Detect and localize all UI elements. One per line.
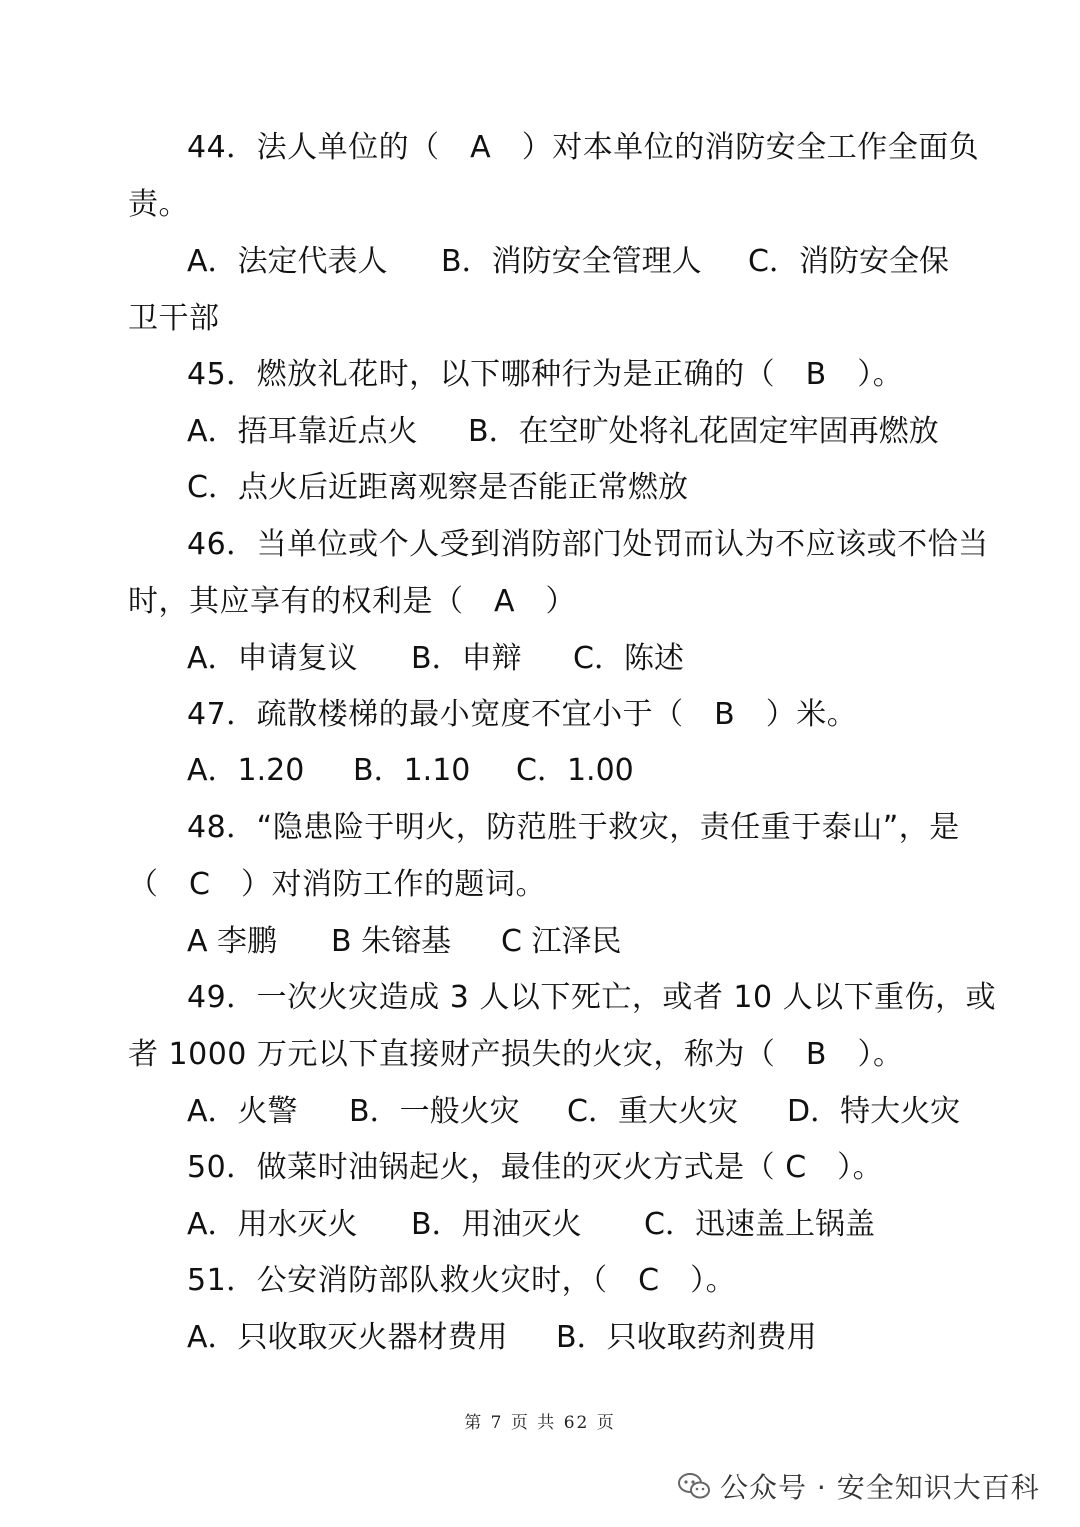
question-44-line-1: 44．法人单位的（ A ）对本单位的消防安全工作全面负 — [187, 130, 980, 165]
page-number: 第 7 页 共 62 页 — [464, 1413, 616, 1433]
option: C．迅速盖上锅盖 — [644, 1207, 875, 1242]
question-46-line-2: 时，其应享有的权利是（ A ） — [128, 584, 577, 619]
option: C．重大火灾 — [567, 1094, 738, 1129]
option: B．申辩 — [411, 641, 522, 676]
option: B．只收取药剂费用 — [556, 1320, 817, 1355]
option: A．1.20 — [187, 753, 305, 788]
question-48-line-1: 48．“隐患险于明火，防范胜于救灾，责任重于泰山”，是 — [187, 810, 960, 845]
question-45-line-1: 45．燃放礼花时，以下哪种行为是正确的（ B ）。 — [187, 357, 904, 392]
question-44-line-2: 责。 — [128, 187, 189, 222]
question-50-line-1: 50．做菜时油锅起火，最佳的灭火方式是（ C ）。 — [187, 1150, 884, 1185]
watermark-text: 公众号 · 安全知识大百科 — [720, 1471, 1040, 1504]
option: B．1.10 — [353, 753, 471, 788]
option: B．一般火灾 — [349, 1094, 520, 1129]
option: A．火警 — [187, 1094, 298, 1129]
watermark — [678, 1464, 1040, 1508]
option: C．消防安全保 — [748, 244, 949, 279]
option: B．在空旷处将礼花固定牢固再燃放 — [468, 414, 939, 449]
option: D．特大火灾 — [787, 1094, 961, 1129]
question-44-options-continued: 卫干部 — [128, 301, 220, 336]
option: A．法定代表人 — [187, 244, 388, 279]
question-48-line-2: （ C ）对消防工作的题词。 — [128, 867, 546, 902]
option: A 李鹏 — [187, 924, 278, 959]
option: B．用油灭火 — [411, 1207, 582, 1242]
option: C．陈述 — [573, 641, 684, 676]
option: B 朱镕基 — [331, 924, 452, 959]
option: B．消防安全管理人 — [441, 244, 702, 279]
option: C 江泽民 — [501, 924, 622, 959]
question-47-line-1: 47．疏散楼梯的最小宽度不宜小于（ B ）米。 — [187, 697, 858, 732]
option: A．捂耳靠近点火 — [187, 414, 418, 449]
option: C．1.00 — [516, 753, 634, 788]
option: A．用水灭火 — [187, 1207, 358, 1242]
option: A．申请复议 — [187, 641, 358, 676]
question-51-line-1: 51．公安消防部队救火灾时，（ C ）。 — [187, 1263, 737, 1298]
question-46-line-1: 46．当单位或个人受到消防部门处罚而认为不应该或不恰当 — [187, 527, 989, 562]
option: C．点火后近距离观察是否能正常燃放 — [187, 470, 688, 505]
option: A．只收取灭火器材费用 — [187, 1320, 508, 1355]
question-49-line-1: 49．一次火灾造成 3 人以下死亡，或者 10 人以下重伤，或 — [187, 980, 997, 1015]
question-49-line-2: 者 1000 万元以下直接财产损失的火灾，称为（ B ）。 — [128, 1037, 904, 1072]
wechat-icon — [678, 1472, 710, 1500]
